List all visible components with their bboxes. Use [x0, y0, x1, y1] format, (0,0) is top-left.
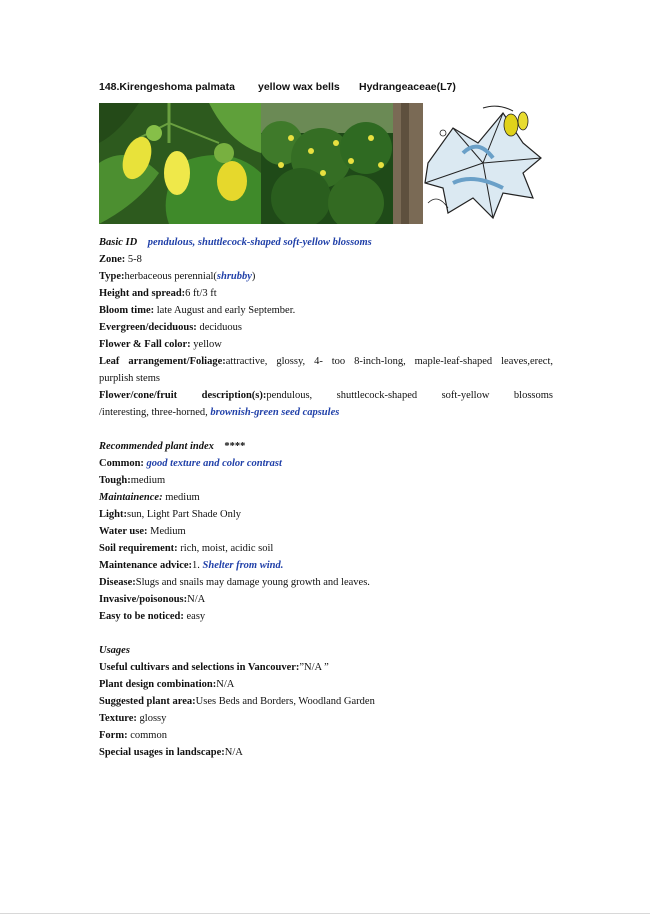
bloom-label: Bloom time: [99, 305, 155, 316]
form-label: Form: [99, 730, 128, 741]
leaf-value: attractive, glossy, 4- too 8-inch-long, maple-leaf-shaped leaves,erect, [225, 356, 553, 367]
flower-closeup-photo [99, 103, 261, 224]
leaf-line [99, 353, 553, 370]
zone-label: Zone: [99, 254, 126, 265]
area-value: Uses Beds and Borders, Woodland Garden [195, 696, 375, 707]
flower-value: pendulous, shuttlecock-shaped soft-yellow blossoms [266, 390, 553, 401]
disease-label: Disease: [99, 577, 136, 588]
index-heading-line [99, 438, 553, 455]
type-value: herbaceous perennial( [124, 271, 217, 282]
basic-id-text: pendulous, shuttlecock-shaped soft-yellow blossoms [147, 237, 372, 248]
water-label: Water use: [99, 526, 148, 537]
shrub-garden-photo [261, 103, 423, 224]
texture-line [99, 710, 553, 727]
soil-value: rich, moist, acidic soil [177, 543, 274, 554]
tough-value: medium [130, 475, 166, 486]
fall-color-value: yellow [190, 339, 222, 350]
noticed-label: Easy to be noticed: [99, 611, 184, 622]
soil-label: Soil requirement: [99, 543, 178, 554]
invasive-label: Invasive/poisonous: [99, 594, 188, 605]
soil-line [99, 540, 553, 557]
maintainence-line [99, 489, 553, 506]
invasive-line [99, 591, 553, 608]
advice-value: 1. [192, 560, 203, 571]
height-label: Height and spread: [99, 288, 186, 299]
flower-label: Flower/cone/fruit description(s): [99, 390, 267, 401]
leaf-line-2 [99, 370, 553, 387]
special-line [99, 744, 553, 761]
page-edge [0, 913, 650, 914]
usages-heading-line [99, 642, 553, 659]
height-value: 6 ft/3 ft [185, 288, 217, 299]
light-label: Light: [99, 509, 128, 520]
texture-value: glossy [136, 713, 167, 724]
evergreen-line [99, 319, 553, 336]
common-label: Common: [99, 458, 144, 469]
maintainence-label: Maintainence: [99, 492, 163, 503]
tough-label: Tough: [99, 475, 131, 486]
noticed-value: easy [183, 611, 206, 622]
botanical-sketch [423, 103, 545, 224]
light-line [99, 506, 553, 523]
height-line [99, 285, 553, 302]
index-stars: **** [224, 441, 246, 452]
texture-label: Texture: [99, 713, 137, 724]
plant-common-name: yellow wax bells [258, 81, 340, 93]
common-line [99, 455, 553, 472]
photo-strip [99, 103, 545, 224]
bloom-value: late August and early September. [154, 305, 296, 316]
combo-value: N/A [216, 679, 235, 690]
cultivars-value: ”N/A ” [299, 662, 329, 673]
noticed-line [99, 608, 553, 625]
disease-line [99, 574, 553, 591]
index-heading: Recommended plant index [99, 441, 214, 452]
tough-line [99, 472, 553, 489]
water-line [99, 523, 553, 540]
fall-color-label: Flower & Fall color: [99, 339, 191, 350]
advice-line [99, 557, 553, 574]
type-label: Type: [99, 271, 125, 282]
cultivars-line [99, 659, 553, 676]
evergreen-value: deciduous [196, 322, 243, 333]
zone-value: 5-8 [125, 254, 142, 265]
basic-id-line [99, 234, 553, 251]
zone-line [99, 251, 553, 268]
form-line [99, 727, 553, 744]
leaf-label: Leaf arrangement/Foliage: [99, 356, 226, 367]
invasive-value: N/A [187, 594, 206, 605]
combo-line [99, 676, 553, 693]
area-line [99, 693, 553, 710]
special-label: Special usages in landscape: [99, 747, 225, 758]
basic-id-heading: Basic ID [99, 237, 138, 248]
disease-value: Slugs and snails may damage young growth and leaves. [135, 577, 370, 588]
advice-label: Maintenance advice: [99, 560, 193, 571]
cultivars-label: Useful cultivars and selections in Vancouver: [99, 662, 300, 673]
flower-line-2 [99, 404, 553, 421]
plant-number-name: 148.Kirengeshoma palmata [99, 81, 235, 93]
usages-heading: Usages [99, 645, 130, 656]
evergreen-label: Evergreen/deciduous: [99, 322, 197, 333]
plant-description [99, 234, 553, 761]
common-value: good texture and color contrast [146, 458, 282, 469]
area-label: Suggested plant area: [99, 696, 196, 707]
leaf-value-2: purplish stems [99, 373, 160, 384]
fall-color-line [99, 336, 553, 353]
bloom-line [99, 302, 553, 319]
type-highlight: shrubby [216, 271, 252, 282]
light-value: sun, Light Part Shade Only [127, 509, 242, 520]
combo-label: Plant design combination: [99, 679, 217, 690]
water-value: Medium [147, 526, 186, 537]
maintainence-value: medium [162, 492, 200, 503]
form-value: common [127, 730, 167, 741]
plant-family: Hydrangeaceae(L7) [359, 81, 456, 93]
type-end: ) [251, 271, 256, 282]
type-line [99, 268, 553, 285]
flower-line [99, 387, 553, 404]
special-value: N/A [224, 747, 243, 758]
flower-value-2: /interesting, three-horned, [99, 407, 211, 418]
advice-highlight: Shelter from wind. [202, 560, 284, 571]
flower-highlight: brownish-green seed capsules [210, 407, 340, 418]
